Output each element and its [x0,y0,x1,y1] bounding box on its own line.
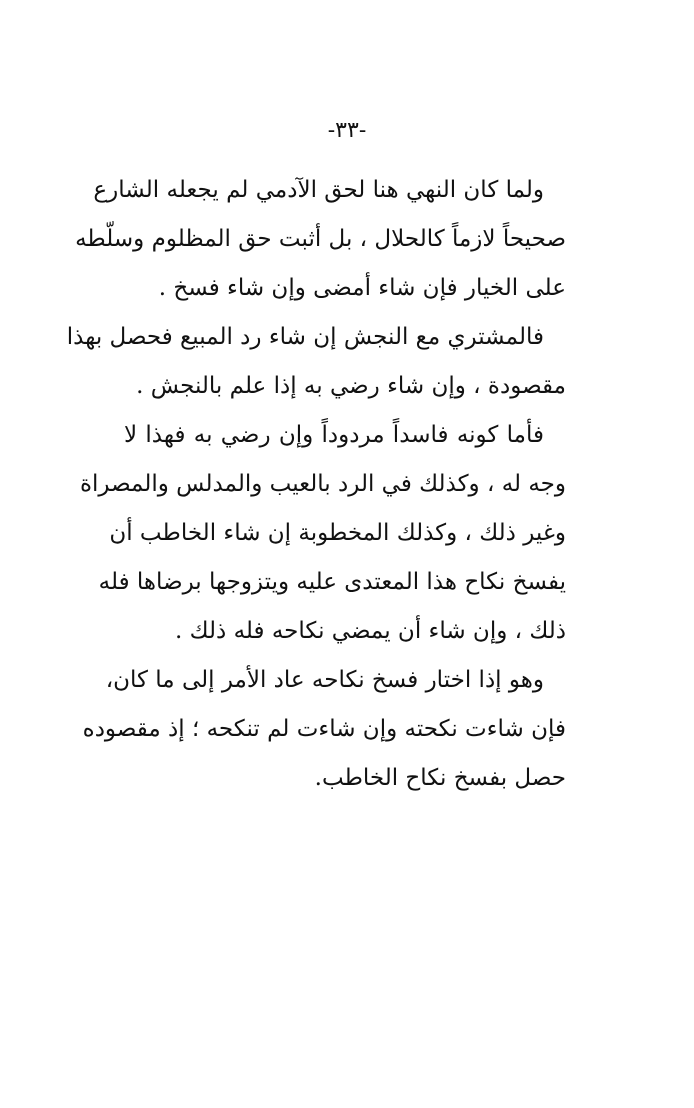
text-line: على الخيار فإن شاء أمضى وإن شاء فسخ . [158,275,566,301]
text-line: حصل بفسخ نكاح الخاطب. [314,765,566,791]
page-number: -٣٣- [327,118,367,143]
text-line: وغير ذلك ، وكذلك المخطوبة إن شاء الخاطب أن [109,520,566,546]
text-line: مقصودة ، وإن شاء رضي به إذا علم بالنجش . [136,373,566,399]
text-line: ولما كان النهي هنا لحق الآدمي لم يجعله الشارع [93,177,544,203]
text-line: وجه له ، وكذلك في الرد بالعيب والمدلس والمصراة [79,471,566,497]
body-text [66,166,566,803]
text-line: فالمشتري مع النجش إن شاء رد المبيع فحصل بهذا [66,324,544,350]
text-line: ذلك ، وإن شاء أن يمضي نكاحه فله ذلك . [175,618,566,644]
text-line: صحيحاً لازماً كالحلال ، بل أثبت حق المظلوم وسلّطه [75,226,566,252]
text-line: يفسخ نكاح هذا المعتدى عليه ويتزوجها برضاها فله [98,569,566,595]
text-line: وهو إذا اختار فسخ نكاحه عاد الأمر إلى ما كان، [105,667,544,693]
text-line: فأما كونه فاسداً مردوداً وإن رضي به فهذا لا [124,422,544,448]
text-line: فإن شاءت نكحته وإن شاءت لم تنكحه ؛ إذ مقصوده [82,716,566,742]
